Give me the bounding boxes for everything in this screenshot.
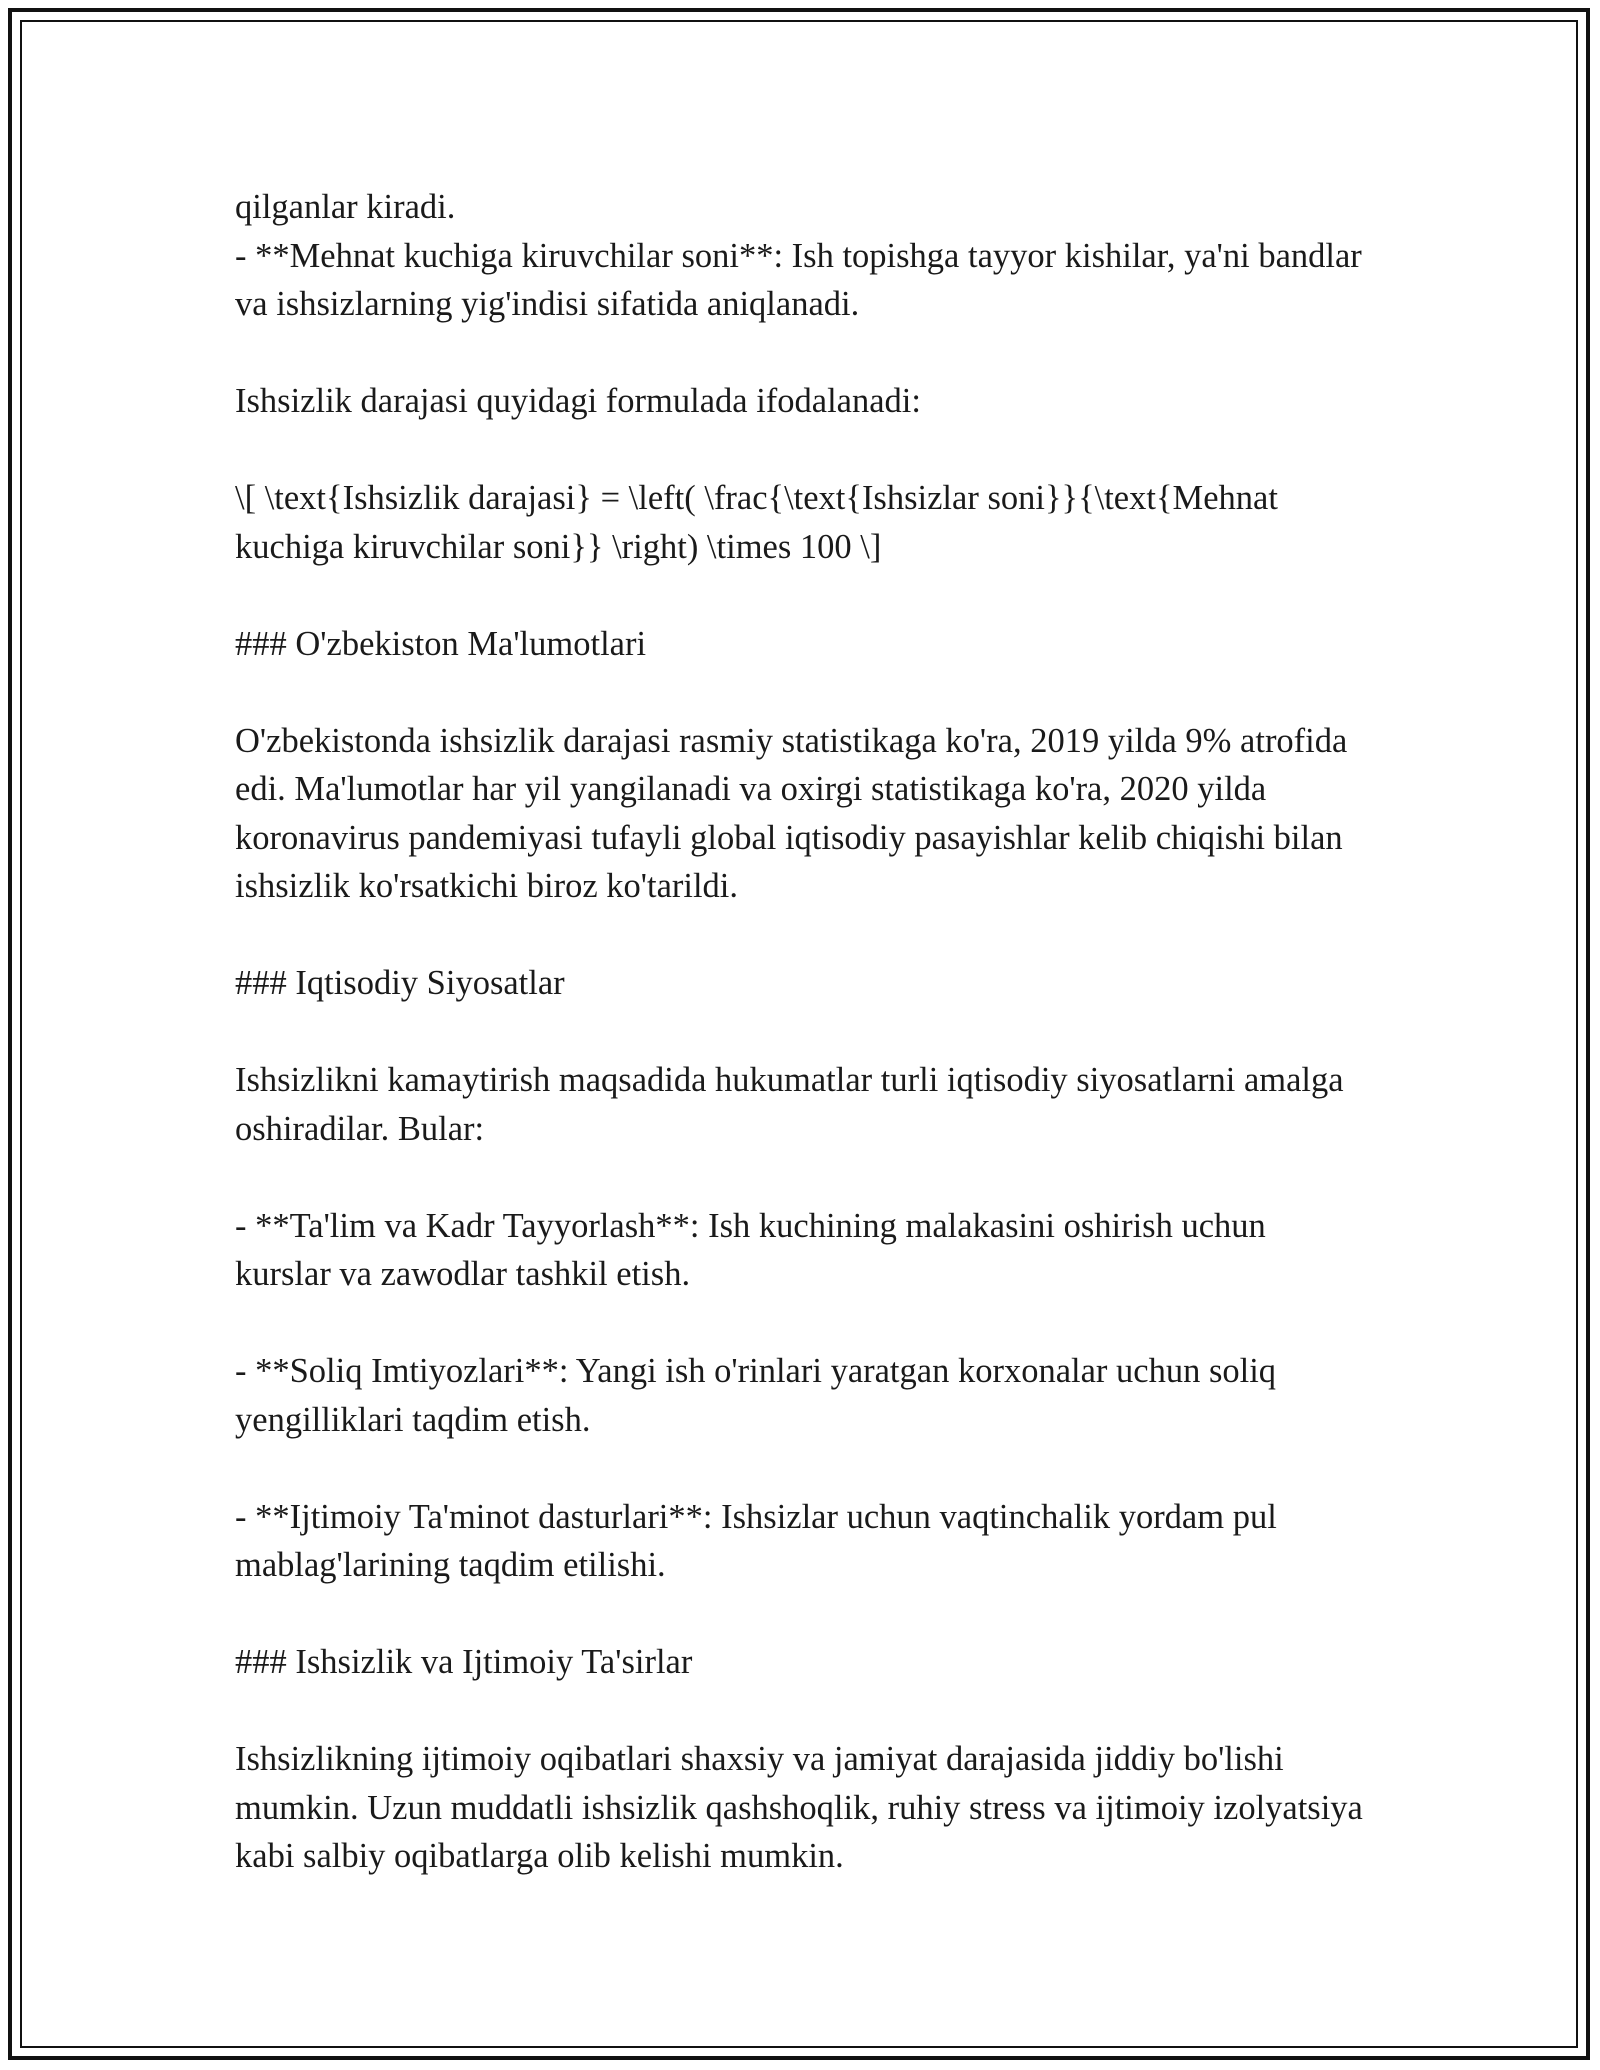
- spacer: [235, 1299, 1365, 1348]
- section-heading-uzbekistan-data: ### O'zbekiston Ma'lumotlari: [235, 624, 647, 663]
- spacer: [235, 668, 1365, 717]
- section-heading-economic-policies: ### Iqtisodiy Siyosatlar: [235, 964, 565, 1002]
- spacer: [235, 571, 1365, 620]
- document-body: [235, 183, 1365, 1881]
- spacer: [235, 1590, 1365, 1639]
- spacer: [235, 1008, 1365, 1057]
- paragraph-uzbekistan-data: O'zbekistonda ishsizlik darajasi rasmiy statistikaga ko'ra, 2019 yilda 9% atrofida edi. Ma'lumotlar har yil yangilanadi va oxirgi statistikaga ko'ra, 2020 yilda koronavirus pandemiyasi tufayli global iqtisodiy pasayishlar kelib chiqishi bilan ishsizlik ko'rsatkichi biroz ko'tarildi.: [235, 721, 1348, 905]
- list-item-education: - **Ta'lim va Kadr Tayyorlash**: Ish kuchining malakasini oshirish uchun kurslar va zawodlar tashkil etish.: [235, 1206, 1266, 1293]
- list-item-labor-force: - **Mehnat kuchiga kiruvchilar soni**: Ish topishga tayyor kishilar, ya'ni bandlar va ishsizlarning yig'indisi sifatida aniqlanadi.: [235, 236, 1362, 323]
- paragraph-continuation: qilganlar kiradi.: [235, 188, 456, 226]
- spacer: [235, 1444, 1365, 1493]
- paragraph-formula-intro: Ishsizlik darajasi quyidagi formulada ifodalanadi:: [235, 382, 921, 420]
- spacer: [235, 1153, 1365, 1202]
- spacer: [235, 426, 1365, 475]
- list-item-social-security: - **Ijtimoiy Ta'minot dasturlari**: Ishsizlar uchun vaqtinchalik yordam pul mablag'larining taqdim etilishi.: [235, 1497, 1277, 1584]
- spacer: [235, 911, 1365, 960]
- list-item-tax-benefits: - **Soliq Imtiyozlari**: Yangi ish o'rinlari yaratgan korxonalar uchun soliq yengilliklari taqdim etish.: [235, 1352, 1277, 1439]
- spacer: [235, 329, 1365, 378]
- section-heading-social-effects: ### Ishsizlik va Ijtimoiy Ta'sirlar: [235, 1643, 693, 1681]
- spacer: [235, 1687, 1365, 1736]
- formula-latex: \[ \text{Ishsizlik darajasi} = \left( \frac{\text{Ishsizlar soni}}{\text{Mehnat kuchiga kiruvchilar soni}} \right) \times 100 \]: [235, 479, 1278, 566]
- paragraph-social-effects: Ishsizlikning ijtimoiy oqibatlari shaxsiy va jamiyat darajasida jiddiy bo'lishi mumkin. Uzun muddatli ishsizlik qashshoqlik, ruhiy stress va ijtimoiy izolyatsiya kabi salbiy oqibatlarga olib kelishi mumkin.: [235, 1740, 1363, 1875]
- paragraph-economic-policies: Ishsizlikni kamaytirish maqsadida hukumatlar turli iqtisodiy siyosatlarni amalga oshiradilar. Bular:: [235, 1061, 1344, 1148]
